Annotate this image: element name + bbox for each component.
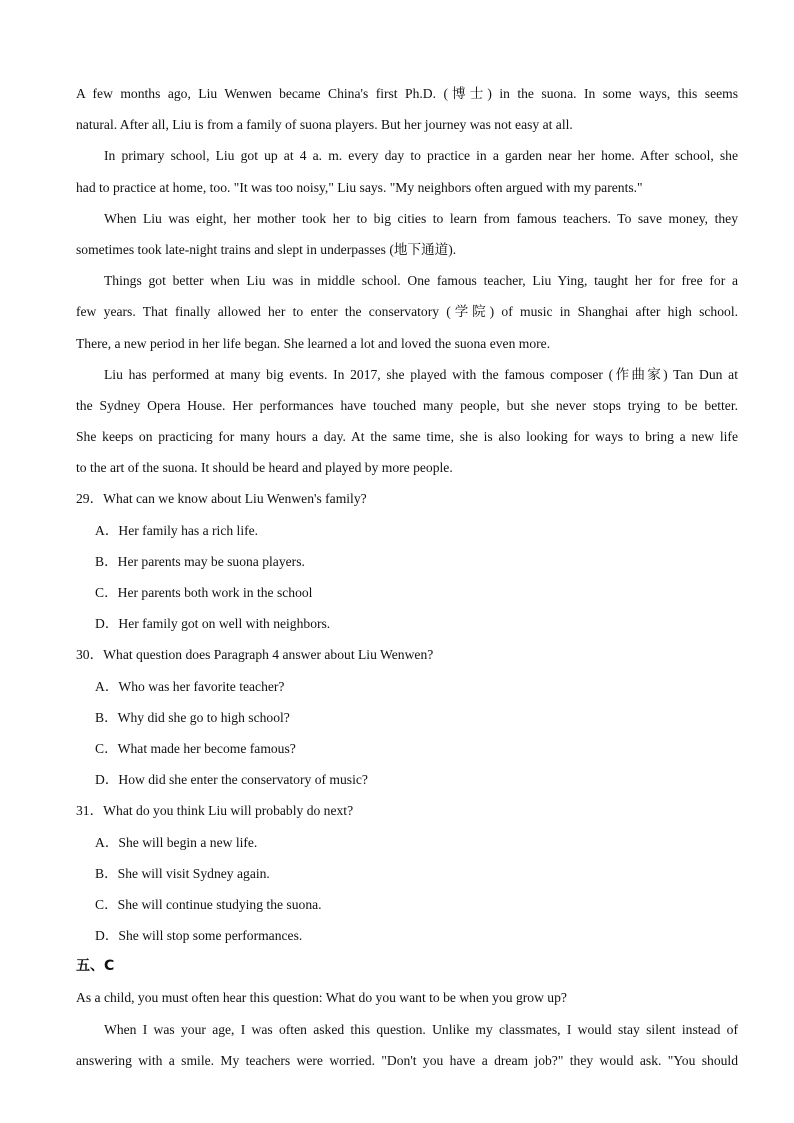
question-30 <box>76 639 738 795</box>
question-stem: 30．What question does Paragraph 4 answer about Liu Wenwen? <box>76 647 434 663</box>
answer-option: B．Why did she go to high school? <box>95 709 290 725</box>
answer-option: A．Who was her favorite teacher? <box>95 678 285 694</box>
answer-option: B．Her parents may be suona players. <box>95 553 305 569</box>
passage-line: sometimes took late-night trains and slept in underpasses (地下通道). <box>76 241 457 257</box>
answer-option: A．She will begin a new life. <box>95 834 258 850</box>
answer-option: D．How did she enter the conservatory of music? <box>95 772 368 788</box>
passage-line: When I was your age, I was often asked this question. Unlike my classmates, I would stay silent instead of <box>104 1021 738 1037</box>
answer-option: B．She will visit Sydney again. <box>95 865 270 881</box>
answer-option: C．She will continue studying the suona. <box>95 896 322 912</box>
passage-line: Things got better when Liu was in middle school. One famous teacher, Liu Ying, taught her for free for a <box>104 273 738 289</box>
section-heading: 五、C <box>76 958 115 975</box>
passage-line: answering with a smile. My teachers were worried. "Don't you have a dream job?" they would ask. "You should <box>76 1052 738 1068</box>
question-29 <box>76 483 738 639</box>
passage-line: When Liu was eight, her mother took her to big cities to learn from famous teachers. To save money, they <box>104 210 738 226</box>
question-stem: 29．What can we know about Liu Wenwen's family? <box>76 491 367 507</box>
question-31 <box>76 795 738 951</box>
answer-option: A．Her family has a rich life. <box>95 522 259 538</box>
passage-line: As a child, you must often hear this question: What do you want to be when you grow up? <box>76 990 567 1006</box>
answer-option: D．She will stop some performances. <box>95 928 303 944</box>
answer-option: D．Her family got on well with neighbors. <box>95 616 331 632</box>
document-page <box>76 78 738 1076</box>
passage-line: There, a new period in her life began. She learned a lot and loved the suona even more. <box>76 335 551 351</box>
passage-line: She keeps on practicing for many hours a day. At the same time, she is also looking for ways to bring a new life <box>76 429 738 445</box>
passage-line: the Sydney Opera House. Her performances have touched many people, but she never stops trying to be better. <box>76 397 738 413</box>
section-c <box>76 951 738 1076</box>
passage-b <box>76 78 738 483</box>
passage-line: Liu has performed at many big events. In 2017, she played with the famous composer (作曲家) Tan Dun at <box>104 366 738 382</box>
passage-line: natural. After all, Liu is from a family of suona players. But her journey was not easy at all. <box>76 117 573 133</box>
answer-option: C．Her parents both work in the school <box>95 585 313 600</box>
passage-line: In primary school, Liu got up at 4 a. m. every day to practice in a garden near her home. After school, she <box>104 148 738 164</box>
passage-line: few years. That finally allowed her to enter the conservatory (学院) of music in Shanghai after high school. <box>76 304 738 320</box>
passage-line: to the art of the suona. It should be heard and played by more people. <box>76 460 453 476</box>
passage-line: had to practice at home, too. "It was too noisy," Liu says. "My neighbors often argued with my parents." <box>76 179 643 195</box>
question-stem: 31．What do you think Liu will probably do next? <box>76 803 354 819</box>
answer-option: C．What made her become famous? <box>95 740 296 756</box>
passage-line: A few months ago, Liu Wenwen became China's first Ph.D. (博士) in the suona. In some ways, this seems <box>76 86 738 101</box>
